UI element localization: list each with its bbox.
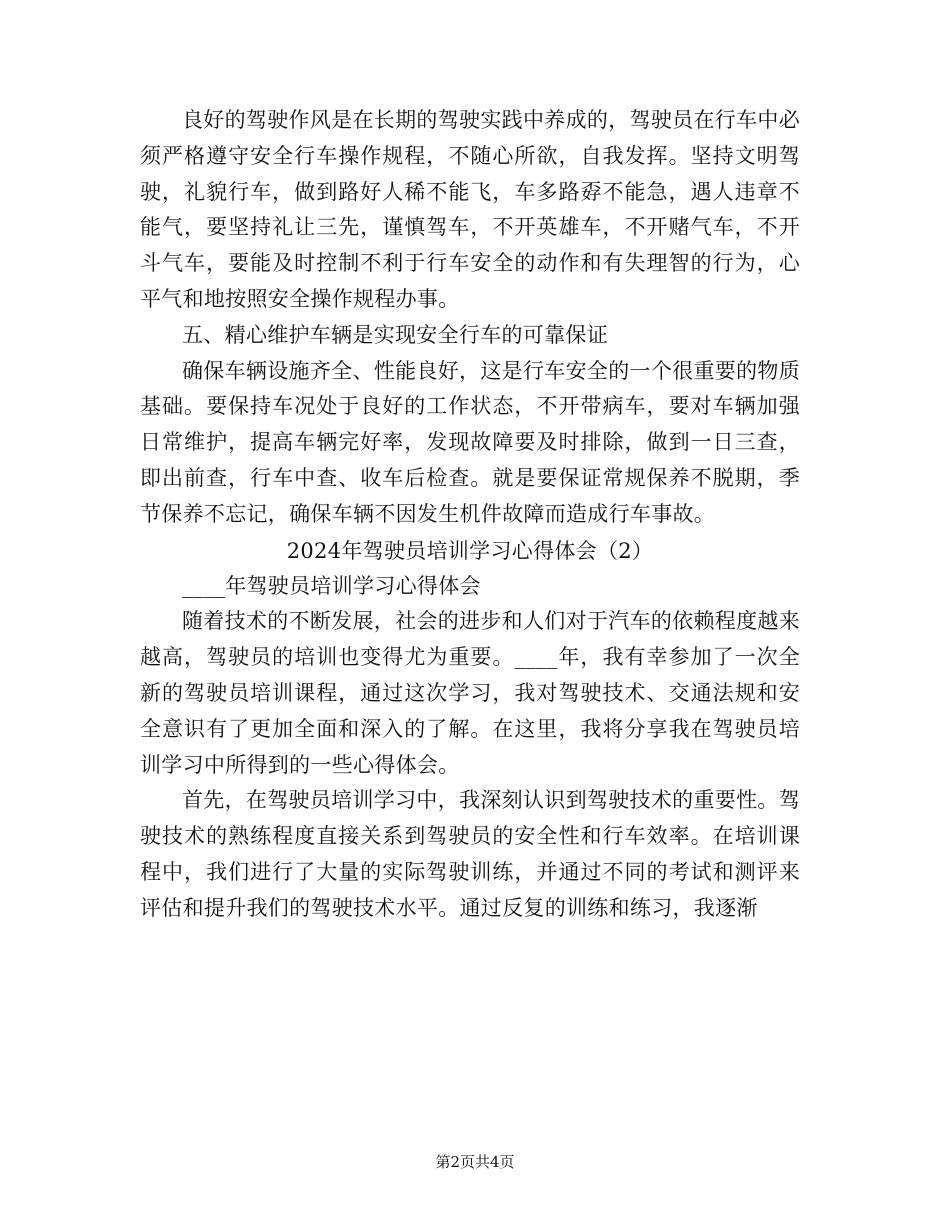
paragraph-vehicle-maintenance: 确保车辆设施齐全、性能良好，这是行车安全的一个很重要的物质基础。要保持车况处于良好的工作状态，不开带病车，要对车辆加强日常维护，提高车辆完好率，发现故障要及时排除，做到一日三查，即出前查，行车中查、收车后检查。就是要保证常规保养不脱期，季节保养不忘记，确保车辆不因发生机件故障而造成行车事故。 [140, 358, 800, 526]
paragraph-intro: 随着技术的不断发展，社会的进步和人们对于汽车的依赖程度越来越高，驾驶员的培训也变得尤为重要。____年，我有幸参加了一次全新的驾驶员培训课程，通过这次学习，我对驾驶技术、交通法规和安全意识有了更加全面和深入的了解。在这里，我将分享我在驾驶员培训学习中所得到的一些心得体会。 [140, 609, 800, 777]
page-number-footer: 第2页共4页 [435, 1153, 515, 1171]
paragraph-first-point: 首先，在驾驶员培训学习中，我深刻认识到驾驶技术的重要性。驾驶技术的熟练程度直接关系到驾驶员的安全性和行车效率。在培训课程中，我们进行了大量的实际驾驶训练，并通过不同的考试和测评来评估和提升我们的驾驶技术水平。通过反复的训练和练习，我逐渐 [140, 788, 800, 920]
paragraph-driving-style: 良好的驾驶作风是在长期的驾驶实践中养成的，驾驶员在行车中必须严格遵守安全行车操作规程，不随心所欲，自我发挥。坚持文明驾驶，礼貌行车，做到路好人稀不能飞，车多路孬不能急，遇人违章不能气，要坚持礼让三先，谨慎驾车，不开英雄车，不开赌气车，不开斗气车，要能及时控制不利于行车安全的动作和有失理智的行为，心平气和地按照安全操作规程办事。 [140, 108, 800, 311]
document-title-2: 2024年驾驶员培训学习心得体会（2） [286, 538, 654, 563]
section-heading-five: 五、精心维护车辆是实现安全行车的可靠保证 [182, 322, 608, 347]
subtitle: ____年驾驶员培训学习心得体会 [182, 573, 481, 598]
document-body [140, 103, 800, 927]
